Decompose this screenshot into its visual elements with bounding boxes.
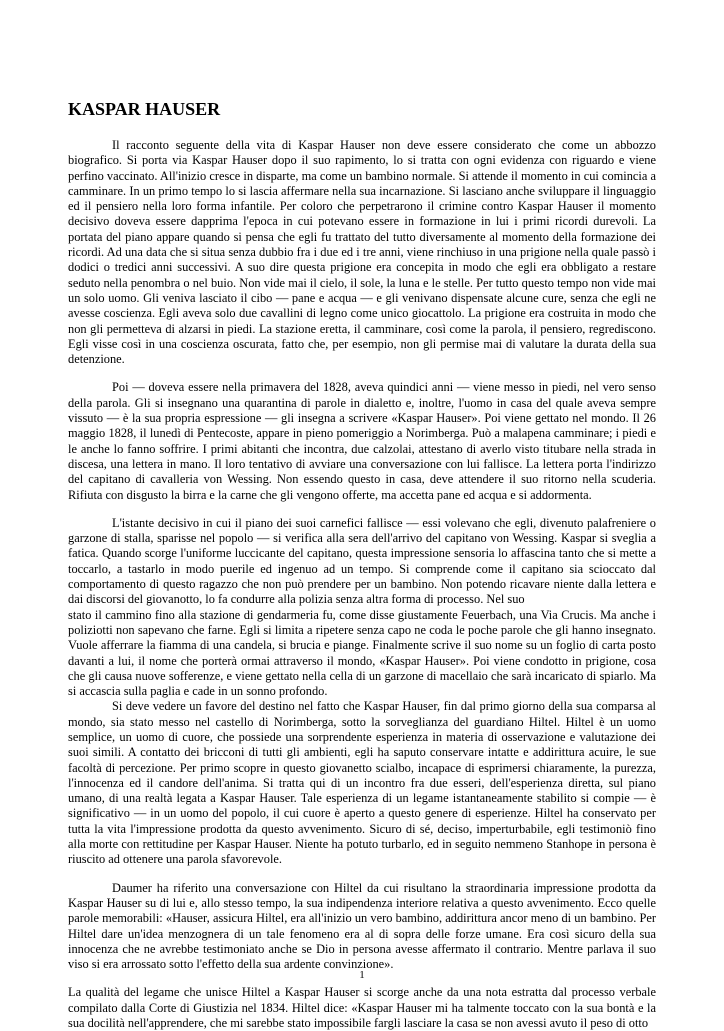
paragraph-4: stato il cammino fino alla stazione di gendarmeria fu, come disse giustamente Feuerbach, una Via Crucis. Ma anche i poliziotti non sapevano che farne. Egli si limita a ripetere senza capo ne coda le poche parole che gli hanno insegnato. Vuole afferrare la fiamma di una candela, si brucia e piange. Finalmente scrive il suo nome su un foglio di carta posto davanti a lui, il nome che porterà ormai attraverso il mondo, «Kaspar Hauser». Poi viene condotto in prigione, cosa che gli causa nuove sofferenze, e viene gettato nella cella di un garzone di macellaio che sarà incaricato di spiarlo. Ma si accascia sulla paglia e cade in un sonno profondo. [68, 607, 656, 699]
paragraph-5: Si deve vedere un favore del destino nel fatto che Kaspar Hauser, fin dal primo giorno della sua comparsa al mondo, sia stato messo nel castello di Norimberga, sotto la sorveglianza del guardiano Hiltel. Hiltel è un uomo semplice, un uomo di cuore, che possiede una sorprendente esperienza in materia di osservazione e valutazione dei suoi simili. A contatto dei bricconi di tutti gli ambienti, egli ha saputo conservare intatte e addirittura acuire, le sue facoltà di percezione. Per primo scopre in questo giovanetto scialbo, incapace di esprimersi chiaramente, la purezza, l'innocenza ed il candore dell'anima. Si tratta qui di un incontro fra due esseri, dell'esperienza diretta, sul piano umano, di una realtà legata a Kaspar Hauser. Tale esperienza di un legame istantaneamente stabilito si compie — è significativo — in un uomo del popolo, il cui cuore è aperto a questo genere di esperienze. Hiltel ha conservato per tutta la vita l'impressione prodotta da questo avvenimento. Sicuro di sé, deciso, imperturbabile, egli testimoniò fino alla morte con rettitudine per Kaspar Hauser. Niente ha potuto turbarlo, ed in seguito nemmeno Stanhope in persona è riuscito ad ottenere una parola sfavorevole. [68, 699, 656, 867]
page-number: 1 [359, 969, 365, 981]
paragraph-1: Il racconto seguente della vita di Kaspar Hauser non deve essere considerato che come un abbozzo biografico. Si porta via Kaspar Hauser dopo il suo rapimento, lo si tratta con ogni evidenza con riguardo e viene perfino vaccinato. All'inizio cresce in disparte, ma come un bambino normale. Si attende il momento in cui comincia a camminare. In un primo tempo lo si lascia affermare nella sua incarnazione. Si lasciano anche sviluppare il linguaggio ed il pensiero nella loro forma infantile. Per coloro che perpetrarono il crimine contro Kaspar Hauser il momento decisivo doveva essere dapprima l'epoca in cui potevano essere in formazione in lui i primi ricordi durevoli. La portata del piano appare quando si pensa che egli fu trattato del tutto diversamente al momento della formazione dei ricordi. Ad una data che si situa senza dubbio fra i due ed i tre anni, viene rinchiuso in una prigione nella quale passò i dodici o tredici anni successivi. A suo dire questa prigione era concepita in modo che egli era obbligato a restare seduto nella penombra o nel buio. Non vide mai il cielo, il sole, la luna e le stelle. Per tutto questo tempo non vide mai un solo uomo. Gli veniva lasciato il cibo — pane e acqua — e gli venivano dispensate alcune cure, senza che egli ne avesse coscienza. Egli aveva solo due cavallini di legno come unico giocattolo. La prigione era costruita in modo che non gli permetteva di alzarsi in piedi. La stazione eretta, il camminare, così come la parola, il pensiero, regrediscono. Egli visse così in una coscienza oscurata, fatto che, per esempio, non gli permise mai di valutare la durata della sua detenzione. [68, 138, 656, 367]
paragraph-7: La qualità del legame che unisce Hiltel a Kaspar Hauser si scorge anche da una nota estratta dal processo verbale compilato dalla Corte di Giustizia nel 1834. Hiltel dice: «Kaspar Hauser mi ha talmente toccato con la sua bontà e la sua docilità nell'apprendere, che mi sarebbe stato impossibile fargli lasciare la casa se non avessi avuto il peso di otto [68, 985, 656, 1031]
document-body [68, 138, 656, 1031]
paragraph-2: Poi — doveva essere nella primavera del 1828, aveva quindici anni — viene messo in piedi, nel vero senso della parola. Gli si insegnano una quarantina di parole in dialetto e, inoltre, l'uomo in casa del quale aveva sempre vissuto — è la sua propria espressione — gli insegna a scrivere «Kaspar Hauser». Poi viene gettato nel mondo. Il 26 maggio 1828, il lunedì di Pentecoste, appare in pieno pomeriggio a Norimberga. Può a malapena camminare; i piedi e le anche lo fanno soffrire. I primi abitanti che incontra, due calzolai, attestano di averlo visto titubare nella strada in discesa, una lettera in mano. Il loro tentativo di avviare una conversazione con lui fallisce. La lettera porta l'indirizzo del capitano di cavalleria von Wessing. Non essendo questo in casa, deve attendere il suo ritorno nella scuderia. Rifiuta con disgusto la birra e la carne che gli vengono offerte, ma accetta pane ed acqua e si addormenta. [68, 380, 656, 502]
document-title: KASPAR HAUSER [68, 99, 221, 119]
paragraph-3: L'istante decisivo in cui il piano dei suoi carnefici fallisce — essi volevano che egli, divenuto palafreniere o garzone di stalla, sparisse nel popolo — si verifica alla sera dell'arrivo del capitano von Wessing. Kaspar si sveglia a fatica. Quando scorge l'uniforme luccicante del capitano, questa impressione sensoria lo affascina tanto che si mette a toccarlo, a tastarlo in modo puerile ed ingenuo ad un tempo. Si comprende come il capitano sia scioccato dal comportamento di questo ragazzo che non può prendere per un bambino. Non potendo ricavare niente dalla lettera e dai discorsi del giovanotto, lo fa condurre alla polizia senza altra forma di processo. Nel suo [68, 515, 656, 607]
paragraph-6: Daumer ha riferito una conversazione con Hiltel da cui risultano la straordinaria impressione prodotta da Kaspar Hauser su di lui e, allo stesso tempo, la sua indipendenza interiore relativa a questo avvenimento. Ecco quelle parole memorabili: «Hauser, assicura Hiltel, era all'inizio un vero bambino, addirittura ancor meno di un bambino. Per Hiltel dare un'idea menzognera di un tale fenomeno era al di sopra delle forze umane. Era così sicuro della sua innocenza che ne avrebbe testimoniato anche se Dio in persona avesse affermato il contrario. Mentre parlava il suo viso si era arrossato sotto l'effetto della sua ardente convinzione». [68, 880, 656, 972]
